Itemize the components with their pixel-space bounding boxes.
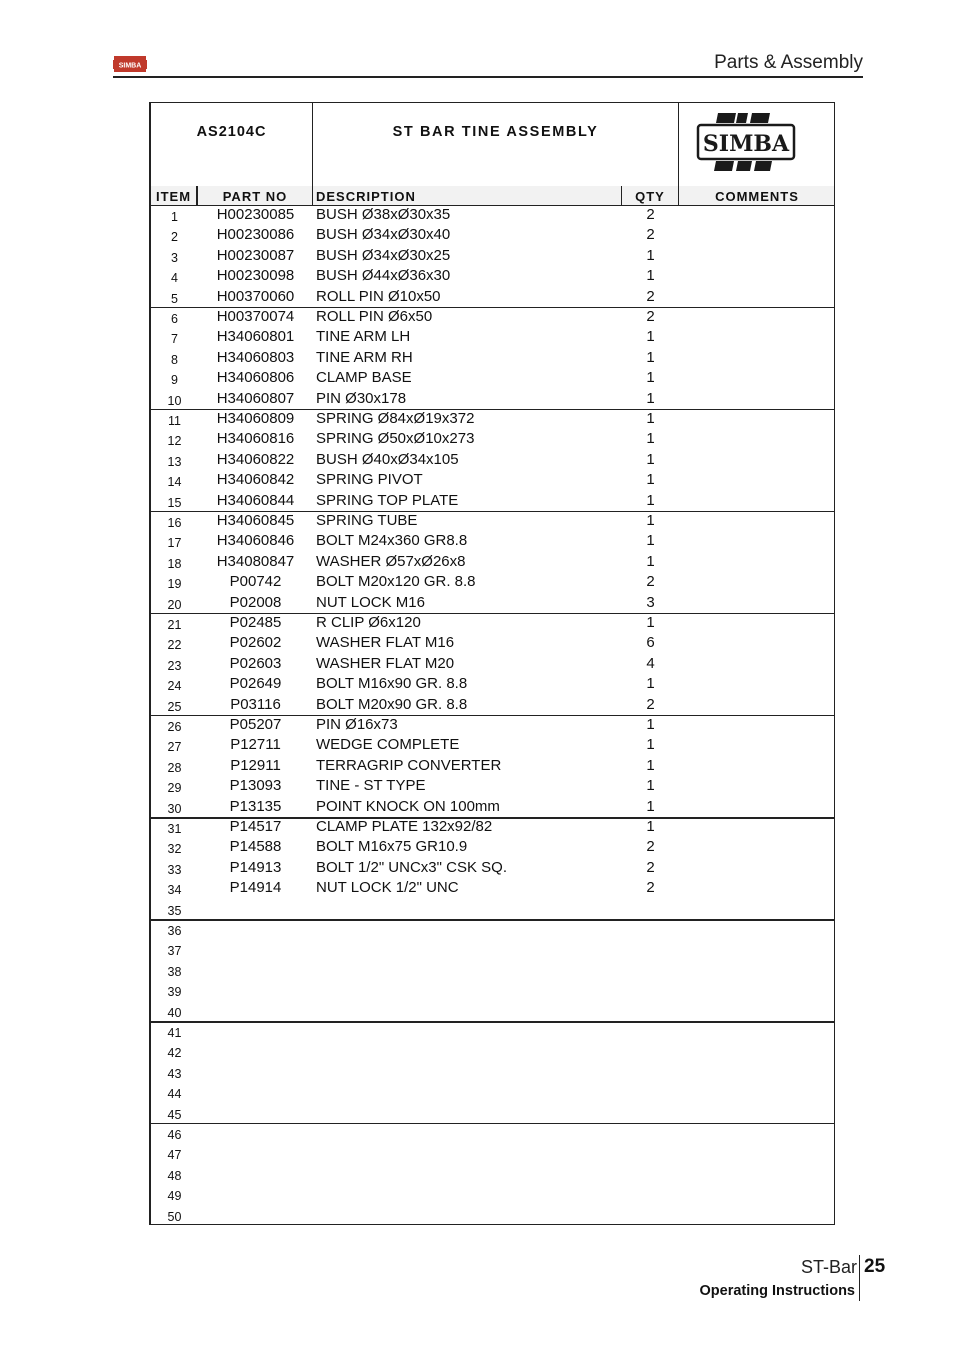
table-row xyxy=(151,919,834,939)
quantity: 2 xyxy=(646,695,655,713)
item-number: 39 xyxy=(167,985,182,1000)
table-row xyxy=(151,470,834,490)
item-number: 37 xyxy=(167,944,182,959)
col-qty: QTY xyxy=(622,186,679,205)
description: BOLT M16x75 GR10.9 xyxy=(316,838,468,856)
part-number: P02485 xyxy=(229,614,282,631)
footer-divider xyxy=(859,1255,860,1301)
quantity: 2 xyxy=(646,858,655,876)
part-number: H34060846 xyxy=(216,532,295,550)
item-number: 33 xyxy=(167,862,182,877)
item-number: 26 xyxy=(167,720,182,734)
item-number: 2 xyxy=(171,230,178,245)
table-row xyxy=(151,735,834,755)
item-number: 31 xyxy=(167,822,182,836)
part-number: P12711 xyxy=(230,736,281,754)
part-number: H34060803 xyxy=(216,348,295,366)
table-row xyxy=(151,1041,834,1061)
header-rule xyxy=(113,76,863,78)
item-number: 30 xyxy=(167,801,182,816)
part-number: H00370074 xyxy=(216,308,295,325)
item-number: 36 xyxy=(167,924,182,938)
item-number: 44 xyxy=(167,1087,182,1102)
table-row xyxy=(151,1001,834,1021)
table-row xyxy=(151,1184,834,1204)
item-number: 42 xyxy=(167,1046,182,1061)
quantity: 1 xyxy=(646,471,655,489)
quantity: 1 xyxy=(646,736,655,754)
item-number: 24 xyxy=(167,679,182,694)
table-row xyxy=(151,1143,834,1163)
item-number: 14 xyxy=(167,475,182,490)
quantity: 1 xyxy=(646,328,655,346)
parts-sheet xyxy=(149,102,835,1225)
part-number: P02649 xyxy=(229,675,282,693)
description: TINE - ST TYPE xyxy=(316,777,426,795)
item-number: 8 xyxy=(171,352,178,367)
quantity: 1 xyxy=(646,246,655,264)
table-row xyxy=(151,960,834,980)
item-number: 18 xyxy=(167,556,182,571)
description: BOLT M16x90 GR. 8.8 xyxy=(316,675,468,693)
quantity: 1 xyxy=(646,410,655,427)
description: BOLT 1/2" UNCx3" CSK SQ. xyxy=(316,858,507,876)
quantity: 2 xyxy=(646,879,655,897)
table-row xyxy=(151,1062,834,1082)
part-number: H34080847 xyxy=(216,552,295,570)
part-number: H00230098 xyxy=(216,267,295,285)
description: WEDGE COMPLETE xyxy=(316,736,460,754)
quantity: 4 xyxy=(646,654,655,672)
col-item: ITEM xyxy=(151,186,198,205)
quantity: 1 xyxy=(646,369,655,387)
table-row xyxy=(151,674,834,694)
table-row xyxy=(151,389,834,409)
title-row xyxy=(151,103,834,187)
description: BUSH Ø38xØ30x35 xyxy=(316,206,451,223)
footer-subtitle: Operating Instructions xyxy=(699,1283,855,1299)
description: TERRAGRIP CONVERTER xyxy=(316,756,502,774)
description: NUT LOCK M16 xyxy=(316,593,425,611)
part-number: P14913 xyxy=(229,858,282,876)
table-row xyxy=(151,266,834,286)
item-number: 12 xyxy=(167,434,182,449)
description: BOLT M24x360 GR8.8 xyxy=(316,532,468,550)
table-row xyxy=(151,1082,834,1102)
part-number: H34060809 xyxy=(216,410,295,427)
table-row xyxy=(151,287,834,307)
table-row xyxy=(151,1164,834,1184)
item-number: 48 xyxy=(167,1168,182,1183)
item-number: 29 xyxy=(167,781,182,796)
quantity: 1 xyxy=(646,389,655,407)
item-number: 7 xyxy=(171,332,178,347)
item-number: 38 xyxy=(167,964,182,979)
part-number: P03116 xyxy=(230,695,281,713)
part-number: P00742 xyxy=(229,573,282,591)
quantity: 1 xyxy=(646,450,655,468)
part-number: P13135 xyxy=(229,797,282,815)
description: WASHER Ø57xØ26x8 xyxy=(316,552,466,570)
table-row xyxy=(151,939,834,959)
quantity: 1 xyxy=(646,675,655,693)
item-number: 11 xyxy=(168,414,181,428)
item-number: 47 xyxy=(167,1148,182,1163)
table-row xyxy=(151,593,834,613)
col-part-no: PART NO xyxy=(198,186,313,205)
item-number: 49 xyxy=(167,1189,182,1204)
description: WASHER FLAT M16 xyxy=(316,634,455,652)
item-number: 22 xyxy=(167,638,182,653)
item-number: 45 xyxy=(167,1107,182,1122)
table-row xyxy=(151,980,834,1000)
description: SPRING Ø50xØ10x273 xyxy=(316,430,475,448)
quantity: 1 xyxy=(646,818,655,835)
table-row xyxy=(151,572,834,592)
description: BUSH Ø34xØ30x40 xyxy=(316,226,451,244)
part-number: H34060842 xyxy=(216,471,295,489)
simba-header-logo xyxy=(113,54,147,74)
quantity: 3 xyxy=(646,593,655,611)
part-number: H34060845 xyxy=(216,512,295,529)
table-row xyxy=(151,817,834,837)
assembly-code: AS2104C xyxy=(151,103,313,186)
table-row xyxy=(151,858,834,878)
item-number: 25 xyxy=(167,699,182,714)
item-number: 1 xyxy=(171,210,178,224)
table-row xyxy=(151,899,834,919)
quantity: 1 xyxy=(646,777,655,795)
table-row xyxy=(151,1021,834,1041)
description: PIN Ø16x73 xyxy=(316,716,398,733)
description: PIN Ø30x178 xyxy=(316,389,407,407)
part-number: P13093 xyxy=(229,777,282,795)
table-row xyxy=(151,348,834,368)
assembly-name: ST BAR TINE ASSEMBLY xyxy=(313,103,679,186)
table-row xyxy=(151,1103,834,1123)
item-number: 41 xyxy=(167,1026,182,1040)
table-row xyxy=(151,756,834,776)
quantity: 1 xyxy=(646,430,655,448)
part-number: P02008 xyxy=(229,593,282,611)
part-number: H34060806 xyxy=(216,369,295,387)
part-number: P02603 xyxy=(229,654,282,672)
quantity: 2 xyxy=(646,573,655,591)
table-row xyxy=(151,654,834,674)
part-number: H00230087 xyxy=(216,246,295,264)
item-number: 43 xyxy=(167,1066,182,1081)
table-row xyxy=(151,511,834,531)
item-number: 4 xyxy=(171,271,178,286)
table-row xyxy=(151,531,834,551)
description: CLAMP PLATE 132x92/82 xyxy=(316,818,493,835)
part-number: H34060807 xyxy=(216,389,295,407)
quantity: 1 xyxy=(646,797,655,815)
item-number: 46 xyxy=(167,1128,182,1142)
table-row xyxy=(151,695,834,715)
quantity: 1 xyxy=(646,491,655,509)
quantity: 1 xyxy=(646,716,655,733)
item-number: 19 xyxy=(167,577,182,592)
table-row xyxy=(151,776,834,796)
quantity: 1 xyxy=(646,614,655,631)
description: TINE ARM RH xyxy=(316,348,413,366)
description: BUSH Ø40xØ34x105 xyxy=(316,450,459,468)
item-number: 35 xyxy=(167,903,182,918)
item-number: 23 xyxy=(167,658,182,673)
item-number: 20 xyxy=(167,597,182,612)
item-number: 32 xyxy=(167,842,182,857)
table-row xyxy=(151,613,834,633)
description: CLAMP BASE xyxy=(316,369,412,387)
item-number: 50 xyxy=(167,1209,182,1224)
table-row xyxy=(151,1123,834,1143)
table-row xyxy=(151,327,834,347)
item-number: 16 xyxy=(167,516,182,530)
quantity: 1 xyxy=(646,267,655,285)
item-number: 5 xyxy=(171,291,178,306)
description: SPRING Ø84xØ19x372 xyxy=(316,410,475,427)
table-row xyxy=(151,1205,834,1225)
description: SPRING TOP PLATE xyxy=(316,491,459,509)
table-row xyxy=(151,491,834,511)
table-row xyxy=(151,715,834,735)
item-number: 13 xyxy=(167,454,182,469)
description: WASHER FLAT M20 xyxy=(316,654,455,672)
quantity: 2 xyxy=(646,308,655,325)
description: ROLL PIN Ø6x50 xyxy=(316,308,433,325)
page-number: 25 xyxy=(864,1256,886,1277)
col-description: DESCRIPTION xyxy=(313,186,622,205)
part-number: H34060844 xyxy=(216,491,295,509)
part-number: P12911 xyxy=(230,756,281,774)
description: BOLT M20x90 GR. 8.8 xyxy=(316,695,468,713)
item-number: 40 xyxy=(167,1005,182,1020)
item-number: 21 xyxy=(167,618,182,632)
quantity: 1 xyxy=(646,756,655,774)
part-number: H34060816 xyxy=(216,430,295,448)
quantity: 2 xyxy=(646,226,655,244)
description: SPRING PIVOT xyxy=(316,471,423,489)
table-row xyxy=(151,797,834,817)
svg-text:SIMBA: SIMBA xyxy=(118,62,142,70)
item-number: 9 xyxy=(171,373,178,388)
item-number: 10 xyxy=(167,393,182,408)
footer-section: ST-Bar xyxy=(800,1257,857,1277)
quantity: 1 xyxy=(646,348,655,366)
part-number: P02602 xyxy=(229,634,282,652)
part-number: H34060822 xyxy=(216,450,295,468)
description: ROLL PIN Ø10x50 xyxy=(316,287,441,305)
item-number: 15 xyxy=(167,495,182,510)
quantity: 1 xyxy=(646,512,655,529)
table-row xyxy=(151,633,834,653)
part-number: P14588 xyxy=(229,838,282,856)
description: SPRING TUBE xyxy=(316,512,418,529)
description: NUT LOCK 1/2" UNC xyxy=(316,879,459,897)
table-row xyxy=(151,450,834,470)
description: R CLIP Ø6x120 xyxy=(316,614,421,631)
table-row xyxy=(151,552,834,572)
table-row xyxy=(151,307,834,327)
quantity: 2 xyxy=(646,206,655,223)
item-number: 6 xyxy=(171,312,178,326)
column-header xyxy=(151,186,834,206)
part-number: H00230085 xyxy=(216,206,295,223)
quantity: 1 xyxy=(646,552,655,570)
part-number: P14517 xyxy=(229,818,282,835)
item-number: 34 xyxy=(167,883,182,898)
description: POINT KNOCK ON 100mm xyxy=(316,797,500,815)
part-number: H34060801 xyxy=(216,328,295,346)
part-number: P05207 xyxy=(229,716,282,733)
part-number: H00230086 xyxy=(216,226,295,244)
description: TINE ARM LH xyxy=(316,328,411,346)
table-row xyxy=(151,368,834,388)
table-row xyxy=(151,429,834,449)
item-number: 27 xyxy=(167,740,182,755)
item-number: 28 xyxy=(167,760,182,775)
simba-logo xyxy=(696,111,796,173)
part-number: H00370060 xyxy=(216,287,295,305)
simba-logo-text: SIMBA xyxy=(702,131,790,157)
item-number: 17 xyxy=(167,536,182,551)
col-comments: COMMENTS xyxy=(715,189,799,204)
section-title: Parts & Assembly xyxy=(714,52,863,73)
part-number: P14914 xyxy=(229,879,282,897)
quantity: 1 xyxy=(646,532,655,550)
table-row xyxy=(151,225,834,245)
table-row xyxy=(151,878,834,898)
table-row xyxy=(151,409,834,429)
item-number: 3 xyxy=(171,250,178,265)
quantity: 6 xyxy=(646,634,655,652)
table-row xyxy=(151,837,834,857)
quantity: 2 xyxy=(646,838,655,856)
description: BUSH Ø34xØ30x25 xyxy=(316,246,451,264)
quantity: 2 xyxy=(646,287,655,305)
description: BUSH Ø44xØ36x30 xyxy=(316,267,451,285)
table-row xyxy=(151,205,834,225)
table-row xyxy=(151,246,834,266)
description: BOLT M20x120 GR. 8.8 xyxy=(316,573,476,591)
